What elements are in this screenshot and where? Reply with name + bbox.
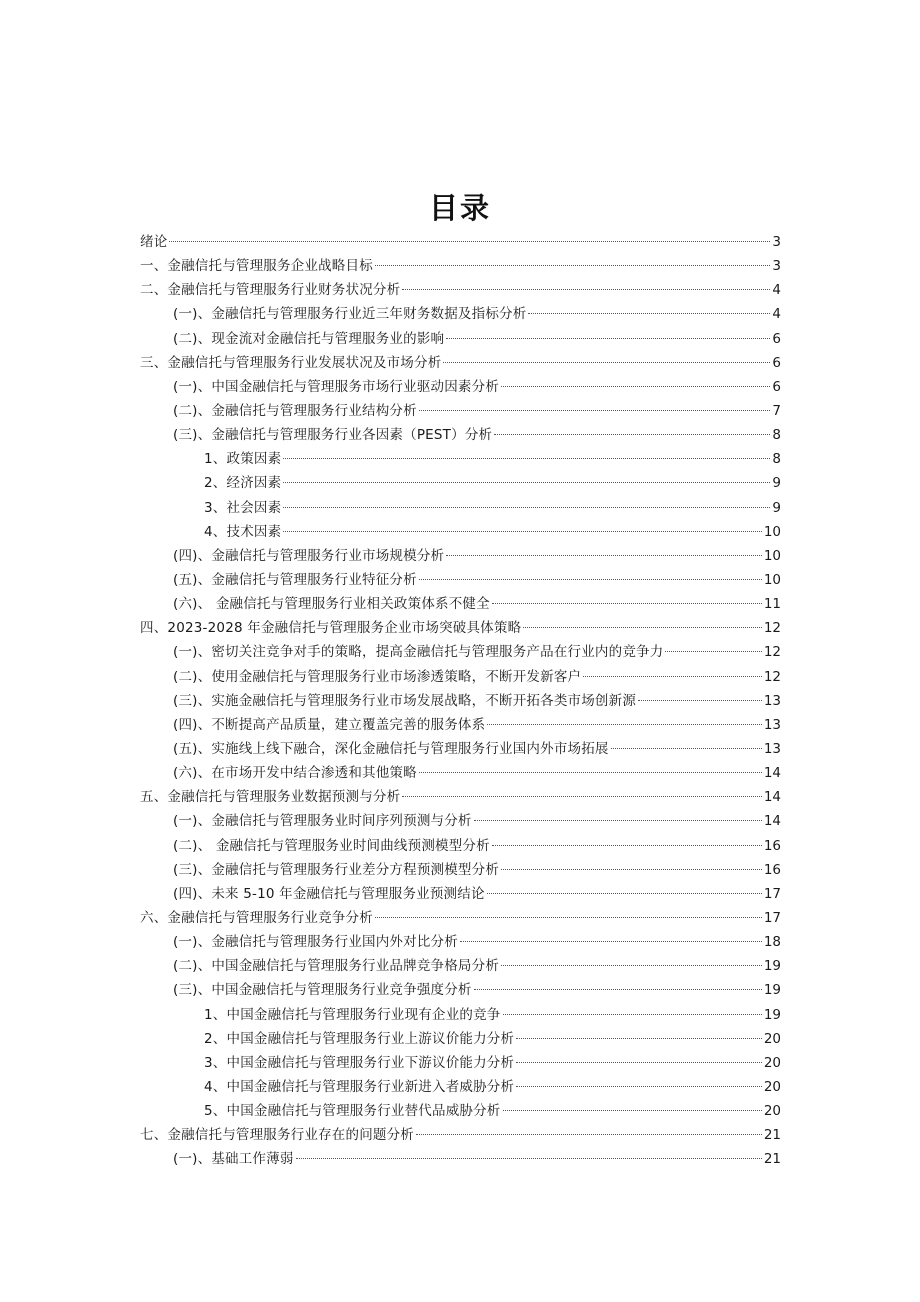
dot-leader <box>402 289 770 290</box>
toc-entry-title: 3、社会因素 <box>204 499 282 516</box>
dot-leader <box>416 1134 762 1135</box>
dot-leader <box>638 700 762 701</box>
dot-leader <box>169 241 770 242</box>
toc-entry[interactable] <box>140 568 781 592</box>
dot-leader <box>487 724 761 725</box>
toc-entry-title: (一)、基础工作薄弱 <box>173 1151 294 1168</box>
toc-entry[interactable] <box>140 665 781 689</box>
toc-entry-title: (一)、中国金融信托与管理服务市场行业驱动因素分析 <box>173 378 500 395</box>
dot-leader <box>523 627 762 628</box>
dot-leader <box>419 410 771 411</box>
toc-entry-title: (六)、在市场开发中结合渗透和其他策略 <box>173 765 417 782</box>
toc-entry[interactable] <box>140 640 781 664</box>
dot-leader <box>474 989 762 990</box>
toc-entry-page-number: 12 <box>763 644 781 661</box>
toc-entry-page-number: 20 <box>763 1054 781 1071</box>
dot-leader <box>460 941 762 942</box>
dot-leader <box>375 917 762 918</box>
toc-entry-title: (一)、金融信托与管理服务业时间序列预测与分析 <box>173 813 472 830</box>
toc-entry-title: 七、金融信托与管理服务行业存在的问题分析 <box>140 1127 414 1144</box>
toc-entry-page-number: 4 <box>772 282 781 299</box>
toc-entry-title: (一)、金融信托与管理服务行业近三年财务数据及指标分析 <box>173 306 527 323</box>
dot-leader <box>492 845 762 846</box>
toc-entry-title: (二)、中国金融信托与管理服务行业品牌竞争格局分析 <box>173 958 500 975</box>
toc-entry-title: 2、经济因素 <box>204 475 282 492</box>
toc-entry-page-number: 20 <box>763 1030 781 1047</box>
toc-entry-page-number: 17 <box>763 909 781 926</box>
toc-entry-page-number: 6 <box>772 354 781 371</box>
toc-entry[interactable] <box>140 978 781 1002</box>
dot-leader <box>296 1158 762 1159</box>
dot-leader <box>402 796 762 797</box>
toc-entry-title: (一)、金融信托与管理服务行业国内外对比分析 <box>173 934 458 951</box>
dot-leader <box>516 1038 762 1039</box>
dot-leader <box>474 820 762 821</box>
toc-entry-page-number: 7 <box>772 402 781 419</box>
toc-entry-page-number: 20 <box>763 1078 781 1095</box>
toc-entry-page-number: 14 <box>763 765 781 782</box>
toc-entry-title: 五、金融信托与管理服务业数据预测与分析 <box>140 789 401 806</box>
dot-leader <box>501 386 770 387</box>
table-of-contents <box>140 230 781 1171</box>
toc-entry-page-number: 9 <box>772 475 781 492</box>
dot-leader <box>419 579 762 580</box>
toc-entry[interactable] <box>140 254 781 278</box>
toc-entry-title: 一、金融信托与管理服务企业战略目标 <box>140 258 373 275</box>
toc-entry-title: (二)、使用金融信托与管理服务行业市场渗透策略，不断开发新客户 <box>173 668 582 685</box>
toc-entry-title: (二)、金融信托与管理服务行业结构分析 <box>173 402 417 419</box>
toc-entry[interactable] <box>140 1075 781 1099</box>
toc-entry[interactable] <box>140 520 781 544</box>
toc-entry-title: (二)、 金融信托与管理服务业时间曲线预测模型分析 <box>173 837 490 854</box>
toc-entry-title: 3、中国金融信托与管理服务行业下游议价能力分析 <box>204 1054 515 1071</box>
toc-entry-page-number: 13 <box>763 692 781 709</box>
toc-entry[interactable] <box>140 1003 781 1027</box>
toc-entry[interactable] <box>140 544 781 568</box>
toc-entry-title: 5、中国金融信托与管理服务行业替代品威胁分析 <box>204 1103 501 1120</box>
dot-leader <box>503 1110 762 1111</box>
toc-entry[interactable] <box>140 230 781 254</box>
toc-entry[interactable] <box>140 954 781 978</box>
toc-entry-page-number: 4 <box>772 306 781 323</box>
toc-entry-title: (四)、不断提高产品质量，建立覆盖完善的服务体系 <box>173 716 486 733</box>
toc-entry-title: (六)、 金融信托与管理服务行业相关政策体系不健全 <box>173 596 490 613</box>
toc-entry[interactable] <box>140 689 781 713</box>
toc-entry[interactable] <box>140 785 781 809</box>
toc-entry[interactable] <box>140 1123 781 1147</box>
toc-entry-title: 二、金融信托与管理服务行业财务状况分析 <box>140 282 401 299</box>
toc-entry[interactable] <box>140 351 781 375</box>
dot-leader <box>516 1062 762 1063</box>
toc-entry[interactable] <box>140 834 781 858</box>
toc-entry-page-number: 19 <box>763 1006 781 1023</box>
toc-entry-page-number: 20 <box>763 1103 781 1120</box>
toc-entry-title: (三)、实施金融信托与管理服务行业市场发展战略，不断开拓各类市场创新源 <box>173 692 637 709</box>
dot-leader <box>446 555 762 556</box>
toc-entry-page-number: 17 <box>763 885 781 902</box>
toc-entry[interactable] <box>140 278 781 302</box>
dot-leader <box>283 531 762 532</box>
toc-entry-page-number: 16 <box>763 837 781 854</box>
toc-entry-page-number: 10 <box>763 571 781 588</box>
toc-entry[interactable] <box>140 858 781 882</box>
dot-leader <box>446 338 770 339</box>
dot-leader <box>494 434 770 435</box>
dot-leader <box>516 1086 762 1087</box>
toc-entry[interactable] <box>140 471 781 495</box>
toc-entry-title: (五)、金融信托与管理服务行业特征分析 <box>173 571 417 588</box>
toc-entry[interactable] <box>140 809 781 833</box>
toc-entry-page-number: 12 <box>763 620 781 637</box>
toc-entry[interactable] <box>140 713 781 737</box>
dot-leader <box>665 651 761 652</box>
toc-entry-page-number: 10 <box>763 523 781 540</box>
toc-entry[interactable] <box>140 423 781 447</box>
toc-entry-title: (五)、实施线上线下融合，深化金融信托与管理服务行业国内外市场拓展 <box>173 740 609 757</box>
toc-entry-page-number: 6 <box>772 330 781 347</box>
toc-entry-title: (二)、现金流对金融信托与管理服务业的影响 <box>173 330 445 347</box>
toc-entry-title: (三)、中国金融信托与管理服务行业竞争强度分析 <box>173 982 472 999</box>
toc-entry[interactable] <box>140 616 781 640</box>
toc-entry-title: 1、中国金融信托与管理服务行业现有企业的竞争 <box>204 1006 501 1023</box>
toc-entry-page-number: 3 <box>772 234 781 250</box>
toc-entry-page-number: 19 <box>763 958 781 975</box>
toc-entry[interactable] <box>140 1147 781 1171</box>
toc-entry[interactable] <box>140 737 781 761</box>
toc-entry-title: 4、技术因素 <box>204 523 282 540</box>
toc-entry-title: (三)、金融信托与管理服务行业各因素（PEST）分析 <box>173 427 493 444</box>
toc-entry-title: (四)、未来 5-10 年金融信托与管理服务业预测结论 <box>173 885 485 902</box>
toc-entry[interactable] <box>140 447 781 471</box>
dot-leader <box>501 869 762 870</box>
dot-leader <box>501 965 762 966</box>
toc-entry[interactable] <box>140 302 781 326</box>
toc-entry-page-number: 6 <box>772 378 781 395</box>
dot-leader <box>283 458 770 459</box>
toc-entry-page-number: 12 <box>763 668 781 685</box>
dot-leader <box>283 507 770 508</box>
toc-entry-page-number: 21 <box>763 1151 781 1168</box>
dot-leader <box>419 772 762 773</box>
dot-leader <box>528 313 770 314</box>
dot-leader <box>487 893 762 894</box>
toc-entry-title: (四)、金融信托与管理服务行业市场规模分析 <box>173 547 445 564</box>
dot-leader <box>583 676 762 677</box>
dot-leader <box>375 265 771 266</box>
toc-entry[interactable] <box>140 1099 781 1123</box>
toc-entry-page-number: 21 <box>763 1127 781 1144</box>
toc-entry-title: 三、金融信托与管理服务行业发展状况及市场分析 <box>140 354 442 371</box>
toc-entry[interactable] <box>140 761 781 785</box>
dot-leader <box>492 603 762 604</box>
toc-entry[interactable] <box>140 882 781 906</box>
toc-entry[interactable] <box>140 1027 781 1051</box>
toc-entry[interactable] <box>140 592 781 616</box>
toc-entry-page-number: 8 <box>772 451 781 468</box>
toc-entry-page-number: 11 <box>763 596 781 613</box>
toc-entry-title: (一)、密切关注竞争对手的策略，提高金融信托与管理服务产品在行业内的竞争力 <box>173 644 664 661</box>
toc-entry-page-number: 18 <box>763 934 781 951</box>
toc-entry[interactable] <box>140 399 781 423</box>
toc-entry-title: 2、中国金融信托与管理服务行业上游议价能力分析 <box>204 1030 515 1047</box>
toc-title: 目录 <box>428 191 491 225</box>
toc-entry[interactable] <box>140 327 781 351</box>
dot-leader <box>503 1014 762 1015</box>
toc-entry[interactable] <box>140 930 781 954</box>
dot-leader <box>443 362 770 363</box>
toc-entry-title: 绪论 <box>140 234 168 250</box>
toc-entry-page-number: 14 <box>763 789 781 806</box>
toc-entry-page-number: 13 <box>763 716 781 733</box>
toc-entry[interactable] <box>140 375 781 399</box>
toc-entry-page-number: 8 <box>772 427 781 444</box>
toc-entry-page-number: 13 <box>763 740 781 757</box>
toc-entry-page-number: 16 <box>763 861 781 878</box>
toc-entry-title: 六、金融信托与管理服务行业竞争分析 <box>140 909 373 926</box>
toc-entry-title: 四、2023-2028 年金融信托与管理服务企业市场突破具体策略 <box>140 620 522 637</box>
toc-entry-page-number: 10 <box>763 547 781 564</box>
toc-entry-title: 4、中国金融信托与管理服务行业新进入者威胁分析 <box>204 1078 515 1095</box>
toc-entry[interactable] <box>140 906 781 930</box>
toc-entry[interactable] <box>140 1051 781 1075</box>
toc-entry-page-number: 19 <box>763 982 781 999</box>
toc-entry-title: 1、政策因素 <box>204 451 282 468</box>
toc-entry-page-number: 14 <box>763 813 781 830</box>
dot-leader <box>611 748 762 749</box>
toc-entry-title: (三)、金融信托与管理服务行业差分方程预测模型分析 <box>173 861 500 878</box>
dot-leader <box>283 482 770 483</box>
toc-entry-page-number: 9 <box>772 499 781 516</box>
toc-entry[interactable] <box>140 496 781 520</box>
toc-entry-page-number: 3 <box>772 258 781 275</box>
